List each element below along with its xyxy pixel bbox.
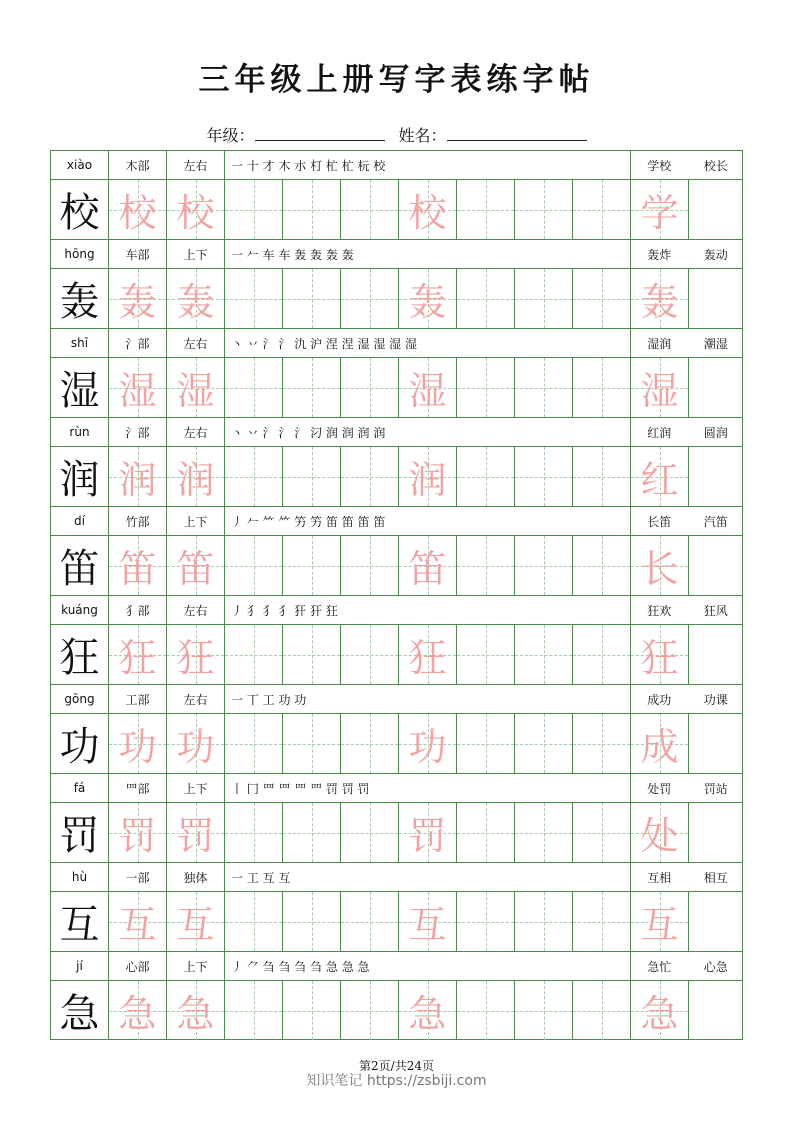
radical-label: 氵部 <box>109 418 167 446</box>
radical-label: 心部 <box>109 952 167 980</box>
writing-cell[interactable] <box>225 714 283 773</box>
trace-cell[interactable] <box>167 536 225 595</box>
stroke-order: 丨 冂 罒 罒 罒 罒 罚 罚 罚 <box>225 774 631 802</box>
word-item: 狂风 <box>703 603 728 618</box>
writing-cell[interactable] <box>573 714 631 773</box>
pinyin-label: shī <box>51 329 109 357</box>
writing-cell[interactable] <box>573 981 631 1040</box>
writing-cell[interactable] <box>225 803 283 862</box>
word-item: 校长 <box>703 158 728 173</box>
trace-cell[interactable] <box>109 892 167 951</box>
writing-cell[interactable] <box>573 892 631 951</box>
trace-cell[interactable] <box>399 358 457 417</box>
trace-cell[interactable] <box>399 714 457 773</box>
pinyin-label: gōng <box>51 685 109 713</box>
trace-character: 笛 <box>176 547 215 591</box>
trace-cell[interactable] <box>399 536 457 595</box>
trace-cell[interactable] <box>109 269 167 328</box>
radical-label: 木部 <box>109 151 167 179</box>
model-character: 狂 <box>51 625 109 684</box>
writing-cell[interactable] <box>283 180 341 239</box>
word-trace-character: 轰 <box>640 280 679 324</box>
word-list <box>631 329 744 357</box>
word-trace-character: 长 <box>640 547 679 591</box>
pinyin-label: fá <box>51 774 109 802</box>
trace-character: 笛 <box>118 547 157 591</box>
word-trace-cell[interactable] <box>631 714 689 773</box>
trace-cell[interactable] <box>109 447 167 506</box>
structure-label: 左右 <box>167 418 225 446</box>
word-item: 狂欢 <box>647 603 672 618</box>
writing-cell[interactable] <box>457 447 515 506</box>
trace-character: 互 <box>408 903 447 947</box>
trace-character: 笛 <box>408 547 447 591</box>
structure-label: 上下 <box>167 952 225 980</box>
stroke-order: 丿 𠂉 ⺮ ⺮ 竻 竻 笛 笛 笛 笛 <box>225 507 631 535</box>
writing-cell[interactable] <box>515 358 573 417</box>
char-info-row <box>50 239 743 268</box>
word-item: 功课 <box>703 692 728 707</box>
writing-cell[interactable] <box>225 981 283 1040</box>
char-info-row <box>50 862 743 891</box>
char-info-row <box>50 951 743 980</box>
word-item: 汽笛 <box>703 514 728 529</box>
structure-label: 左右 <box>167 151 225 179</box>
writing-cell[interactable] <box>283 714 341 773</box>
writing-cell[interactable] <box>225 358 283 417</box>
writing-cell[interactable] <box>573 269 631 328</box>
word-trace-cell[interactable] <box>631 981 689 1040</box>
writing-cell[interactable] <box>341 803 399 862</box>
structure-label: 上下 <box>167 240 225 268</box>
writing-cell[interactable] <box>283 892 341 951</box>
model-character: 校 <box>51 180 109 239</box>
trace-character: 湿 <box>118 369 157 413</box>
trace-character: 湿 <box>176 369 215 413</box>
writing-cell[interactable] <box>457 803 515 862</box>
writing-cell[interactable] <box>341 358 399 417</box>
writing-cell[interactable] <box>457 180 515 239</box>
writing-cell[interactable] <box>283 358 341 417</box>
writing-cell[interactable] <box>457 981 515 1040</box>
practice-row <box>50 535 743 595</box>
model-character: 急 <box>51 981 109 1040</box>
writing-cell[interactable] <box>225 536 283 595</box>
model-character: 罚 <box>51 803 109 862</box>
trace-character: 功 <box>408 725 447 769</box>
model-character: 功 <box>51 714 109 773</box>
practice-row <box>50 802 743 862</box>
word-list <box>631 240 744 268</box>
page-number: 第2页/共24页 <box>359 1059 434 1073</box>
writing-cell[interactable] <box>341 269 399 328</box>
word-trace-character: 急 <box>640 992 679 1036</box>
stroke-order: 一 𠂉 车 车 轰 轰 轰 轰 <box>225 240 631 268</box>
trace-character: 轰 <box>176 280 215 324</box>
pinyin-label: hōng <box>51 240 109 268</box>
writing-cell[interactable] <box>573 625 631 684</box>
word-list <box>631 596 744 624</box>
pinyin-label: dí <box>51 507 109 535</box>
word-trace-character: 互 <box>640 903 679 947</box>
pinyin-label: jí <box>51 952 109 980</box>
radical-label: 犭部 <box>109 596 167 624</box>
writing-cell[interactable] <box>283 981 341 1040</box>
practice-row <box>50 268 743 328</box>
word-list <box>631 774 744 802</box>
trace-cell[interactable] <box>399 269 457 328</box>
word-trace-character: 狂 <box>640 636 679 680</box>
writing-cell[interactable] <box>225 892 283 951</box>
word-item: 潮湿 <box>703 336 728 351</box>
trace-cell[interactable] <box>167 180 225 239</box>
trace-character: 校 <box>176 191 215 235</box>
char-info-row <box>50 506 743 535</box>
trace-character: 狂 <box>118 636 157 680</box>
word-trace-cell[interactable] <box>631 269 689 328</box>
writing-cell[interactable] <box>283 269 341 328</box>
word-item: 罚站 <box>703 781 728 796</box>
trace-character: 功 <box>118 725 157 769</box>
trace-cell[interactable] <box>109 625 167 684</box>
writing-cell[interactable] <box>341 447 399 506</box>
word-list <box>631 685 744 713</box>
model-character: 润 <box>51 447 109 506</box>
writing-cell[interactable] <box>457 269 515 328</box>
writing-cell[interactable] <box>515 625 573 684</box>
stroke-order: 一 十 才 木 朩 朾 杧 杧 杬 校 <box>225 151 631 179</box>
structure-label: 独体 <box>167 863 225 891</box>
trace-character: 功 <box>176 725 215 769</box>
stroke-order: 丿 犭 犭 犭 犴 犴 狂 <box>225 596 631 624</box>
word-item: 互相 <box>647 870 672 885</box>
writing-cell[interactable] <box>573 803 631 862</box>
writing-cell[interactable] <box>457 714 515 773</box>
radical-label: 竹部 <box>109 507 167 535</box>
trace-cell[interactable] <box>399 803 457 862</box>
char-info-row <box>50 150 743 179</box>
writing-cell[interactable] <box>341 625 399 684</box>
trace-cell[interactable] <box>399 625 457 684</box>
trace-character: 轰 <box>408 280 447 324</box>
writing-cell[interactable] <box>457 536 515 595</box>
practice-row <box>50 713 743 773</box>
trace-character: 罚 <box>408 814 447 858</box>
writing-cell[interactable] <box>515 714 573 773</box>
word-trace-character: 学 <box>640 191 679 235</box>
trace-cell[interactable] <box>109 981 167 1040</box>
pinyin-label: hù <box>51 863 109 891</box>
writing-cell[interactable] <box>283 536 341 595</box>
word-item: 急忙 <box>647 959 672 974</box>
word-trace-character: 成 <box>640 725 679 769</box>
trace-cell[interactable] <box>167 803 225 862</box>
trace-cell[interactable] <box>109 358 167 417</box>
trace-cell[interactable] <box>109 714 167 773</box>
writing-cell[interactable] <box>515 269 573 328</box>
pinyin-label: rùn <box>51 418 109 446</box>
writing-cell[interactable] <box>457 892 515 951</box>
trace-character: 校 <box>408 191 447 235</box>
trace-character: 互 <box>118 903 157 947</box>
page-title: 三年级上册写字表练字帖 <box>198 62 595 98</box>
word-list <box>631 863 744 891</box>
writing-cell[interactable] <box>283 803 341 862</box>
writing-cell[interactable] <box>573 180 631 239</box>
radical-label: 罒部 <box>109 774 167 802</box>
trace-character: 轰 <box>118 280 157 324</box>
trace-character: 急 <box>176 992 215 1036</box>
writing-cell[interactable] <box>341 892 399 951</box>
writing-cell[interactable] <box>225 625 283 684</box>
watermark: 知识笔记 https://zsbiji.com <box>306 1073 487 1089</box>
writing-cell[interactable] <box>515 981 573 1040</box>
model-character: 轰 <box>51 269 109 328</box>
trace-character: 互 <box>176 903 215 947</box>
model-character: 湿 <box>51 358 109 417</box>
trace-cell[interactable] <box>167 981 225 1040</box>
writing-cell[interactable] <box>457 358 515 417</box>
practice-row <box>50 624 743 684</box>
writing-cell[interactable] <box>341 981 399 1040</box>
writing-cell[interactable] <box>341 714 399 773</box>
writing-cell[interactable] <box>515 180 573 239</box>
stroke-order: 一 工 互 互 <box>225 863 631 891</box>
word-item: 心急 <box>703 959 728 974</box>
word-trace-character: 红 <box>640 458 679 502</box>
trace-cell[interactable] <box>109 180 167 239</box>
name-label: 姓名： <box>398 126 447 145</box>
word-trace-cell[interactable] <box>631 892 689 951</box>
trace-cell[interactable] <box>167 625 225 684</box>
grade-blank[interactable] <box>255 126 385 141</box>
word-trace-character: 处 <box>640 814 679 858</box>
trace-character: 润 <box>176 458 215 502</box>
word-list <box>631 151 744 179</box>
practice-row <box>50 179 743 239</box>
radical-label: 车部 <box>109 240 167 268</box>
radical-label: 一部 <box>109 863 167 891</box>
word-trace-cell[interactable] <box>631 180 689 239</box>
word-trace-cell[interactable] <box>631 358 689 417</box>
writing-cell[interactable] <box>225 447 283 506</box>
writing-cell[interactable] <box>515 803 573 862</box>
writing-cell[interactable] <box>341 180 399 239</box>
writing-cell[interactable] <box>283 625 341 684</box>
trace-cell[interactable] <box>399 180 457 239</box>
trace-character: 狂 <box>176 636 215 680</box>
trace-character: 湿 <box>408 369 447 413</box>
word-trace-cell[interactable] <box>631 625 689 684</box>
practice-sheet <box>50 150 743 1040</box>
trace-cell[interactable] <box>167 358 225 417</box>
trace-cell[interactable] <box>399 892 457 951</box>
structure-label: 上下 <box>167 774 225 802</box>
char-info-row <box>50 773 743 802</box>
radical-label: 氵部 <box>109 329 167 357</box>
trace-cell[interactable] <box>109 536 167 595</box>
writing-cell[interactable] <box>515 892 573 951</box>
student-info-line <box>0 123 793 146</box>
trace-character: 润 <box>118 458 157 502</box>
word-item: 处罚 <box>647 781 672 796</box>
word-item: 学校 <box>647 158 672 173</box>
model-character: 笛 <box>51 536 109 595</box>
trace-character: 罚 <box>118 814 157 858</box>
trace-cell[interactable] <box>399 447 457 506</box>
pinyin-label: xiào <box>51 151 109 179</box>
grade-label: 年级： <box>206 126 255 145</box>
writing-cell[interactable] <box>225 180 283 239</box>
trace-cell[interactable] <box>167 892 225 951</box>
structure-label: 左右 <box>167 329 225 357</box>
trace-character: 润 <box>408 458 447 502</box>
trace-cell[interactable] <box>167 447 225 506</box>
writing-cell[interactable] <box>283 447 341 506</box>
trace-character: 急 <box>118 992 157 1036</box>
char-info-row <box>50 595 743 624</box>
word-item: 轰炸 <box>647 247 672 262</box>
word-trace-cell[interactable] <box>631 536 689 595</box>
stroke-order: 丶 丷 氵 氵 氵 汈 润 润 润 润 <box>225 418 631 446</box>
word-list <box>631 418 744 446</box>
stroke-order: 一 丅 工 功 功 <box>225 685 631 713</box>
writing-cell[interactable] <box>515 536 573 595</box>
char-info-row <box>50 417 743 446</box>
word-trace-character: 湿 <box>640 369 679 413</box>
word-item: 红润 <box>647 425 672 440</box>
writing-cell[interactable] <box>225 269 283 328</box>
trace-cell[interactable] <box>167 269 225 328</box>
stroke-order: 丿 ⺈ 刍 刍 刍 刍 急 急 急 <box>225 952 631 980</box>
practice-row <box>50 357 743 417</box>
char-info-row <box>50 684 743 713</box>
model-character: 互 <box>51 892 109 951</box>
trace-cell[interactable] <box>109 803 167 862</box>
char-info-row <box>50 328 743 357</box>
structure-label: 左右 <box>167 685 225 713</box>
word-item: 轰动 <box>703 247 728 262</box>
word-trace-cell[interactable] <box>631 803 689 862</box>
trace-character: 罚 <box>176 814 215 858</box>
writing-cell[interactable] <box>515 447 573 506</box>
trace-cell[interactable] <box>167 714 225 773</box>
word-list <box>631 952 744 980</box>
trace-cell[interactable] <box>399 981 457 1040</box>
word-list <box>631 507 744 535</box>
trace-character: 校 <box>118 191 157 235</box>
practice-row <box>50 891 743 951</box>
stroke-order: 丶 丷 氵 氵 氿 沪 涅 涅 湿 湿 湿 湿 <box>225 329 631 357</box>
practice-row <box>50 446 743 506</box>
writing-cell[interactable] <box>573 536 631 595</box>
word-item: 长笛 <box>647 514 672 529</box>
trace-character: 狂 <box>408 636 447 680</box>
word-item: 圆润 <box>703 425 728 440</box>
trace-character: 急 <box>408 992 447 1036</box>
radical-label: 工部 <box>109 685 167 713</box>
word-item: 相互 <box>703 870 728 885</box>
structure-label: 左右 <box>167 596 225 624</box>
writing-cell[interactable] <box>341 536 399 595</box>
word-item: 成功 <box>647 692 672 707</box>
structure-label: 上下 <box>167 507 225 535</box>
writing-cell[interactable] <box>457 625 515 684</box>
writing-cell[interactable] <box>573 358 631 417</box>
name-blank[interactable] <box>447 126 587 141</box>
pinyin-label: kuáng <box>51 596 109 624</box>
word-trace-cell[interactable] <box>631 447 689 506</box>
word-item: 湿润 <box>647 336 672 351</box>
practice-row <box>50 980 743 1040</box>
writing-cell[interactable] <box>573 447 631 506</box>
